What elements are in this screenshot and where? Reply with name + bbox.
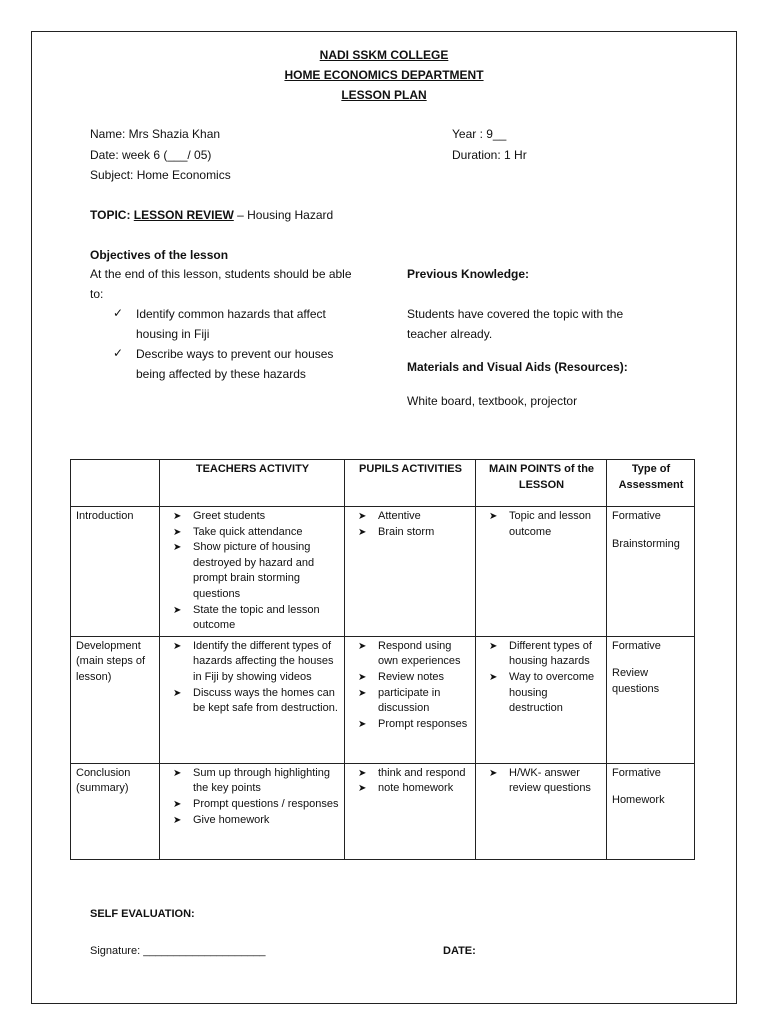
list-item: ➤ Way to overcome housing destruction	[481, 670, 602, 717]
list-item: ➤ think and respond	[350, 766, 471, 782]
assessment-cell	[607, 636, 695, 763]
pupils-activity-cell	[345, 507, 476, 637]
table-row	[71, 763, 695, 859]
teacher-name: Name: Mrs Shazia Khan	[90, 127, 221, 141]
date-label: DATE:	[443, 945, 476, 957]
subject: Subject: Home Economics	[90, 168, 231, 182]
table-row	[71, 507, 695, 637]
list-item: ➤ Review notes	[350, 670, 471, 686]
table-row	[71, 636, 695, 763]
list-item: ➤ note homework	[350, 781, 471, 797]
assessment-type: Formative	[612, 510, 661, 522]
list-item: ➤ Give homework	[165, 813, 340, 829]
teacher-activity-cell	[160, 636, 345, 763]
main-points-cell	[476, 507, 607, 637]
pupils-activity-cell	[345, 763, 476, 859]
signature-line: Signature: ____________________	[90, 945, 266, 957]
materials-heading: Materials and Visual Aids (Resources):	[407, 360, 628, 374]
header-main-points: MAIN POINTS of the LESSON	[476, 460, 607, 507]
objectives-intro: At the end of this lesson, students should be able to:	[90, 267, 352, 301]
list-item: ➤ Show picture of housing destroyed by hazard and prompt brain storming questions	[165, 540, 340, 602]
list-item: ➤ Topic and lesson outcome	[481, 509, 602, 540]
assessment-cell	[607, 763, 695, 859]
header-stage	[71, 460, 160, 507]
previous-knowledge-text: Students have covered the topic with the teacher already.	[407, 307, 624, 341]
list-item: ➤ Different types of housing hazards	[481, 639, 602, 670]
list-item: ➤ Brain storm	[350, 525, 471, 541]
year-level: Year : 9__	[452, 127, 507, 141]
assessment-method: Brainstorming	[612, 537, 680, 550]
topic-rest: – Housing Hazard	[233, 208, 334, 222]
teacher-activity-cell	[160, 763, 345, 859]
list-item: ➤ Attentive	[350, 509, 471, 525]
header-teachers-activity: TEACHERS ACTIVITY	[160, 460, 345, 507]
assessment-method: Review questions	[612, 667, 660, 695]
lesson-plan-table	[70, 459, 695, 860]
college-name: NADI SSKM COLLEGE	[319, 48, 449, 62]
list-item: ➤ State the topic and lesson outcome	[165, 603, 340, 634]
checkmark-icon: ✓	[113, 346, 124, 360]
assessment-cell	[607, 507, 695, 637]
stage-cell: Development (main steps of lesson)	[71, 636, 160, 763]
main-points-cell	[476, 763, 607, 859]
list-item: ➤ Respond using own experiences	[350, 639, 471, 670]
lesson-date: Date: week 6 (___/ 05)	[90, 148, 212, 162]
objectives-heading: Objectives of the lesson	[90, 248, 229, 262]
list-item: ➤ Greet students	[165, 509, 340, 525]
objective-item: Identify common hazards that affect housing in Fiji	[136, 307, 326, 341]
materials-text: White board, textbook, projector	[407, 394, 578, 408]
list-item: ➤ H/WK- answer review questions	[481, 766, 602, 797]
topic-title: LESSON REVIEW	[133, 208, 234, 222]
document-type: LESSON PLAN	[341, 88, 427, 102]
header-pupils-activities: PUPILS ACTIVITIES	[345, 460, 476, 507]
stage-cell: Conclusion (summary)	[71, 763, 160, 859]
objective-item: Describe ways to prevent our houses being affected by these hazards	[136, 347, 334, 381]
previous-knowledge-heading: Previous Knowledge:	[407, 267, 530, 281]
main-points-cell	[476, 636, 607, 763]
assessment-method: Homework	[612, 794, 665, 807]
stage-cell: Introduction	[71, 507, 160, 637]
assessment-type: Formative	[612, 639, 661, 652]
header-assessment: Type of Assessment	[607, 460, 695, 507]
list-item: ➤ Prompt responses	[350, 717, 471, 733]
list-item: ➤ Take quick attendance	[165, 525, 340, 541]
self-evaluation-label: SELF EVALUATION:	[90, 908, 195, 920]
topic-prefix: TOPIC:	[90, 208, 134, 222]
topic-line	[90, 208, 333, 222]
list-item: ➤ Prompt questions / responses	[165, 797, 340, 813]
department-name: HOME ECONOMICS DEPARTMENT	[284, 68, 484, 82]
list-item: ➤ Sum up through highlighting the key points	[165, 766, 340, 797]
list-item: ➤ Identify the different types of hazards affecting the houses in Fiji by showing videos	[165, 639, 340, 686]
table-header-row	[71, 460, 695, 507]
list-item: ➤ Discuss ways the homes can be kept safe from destruction.	[165, 686, 340, 717]
duration: Duration: 1 Hr	[452, 148, 527, 162]
teacher-activity-cell	[160, 507, 345, 637]
assessment-type: Formative	[612, 766, 661, 779]
pupils-activity-cell	[345, 636, 476, 763]
checkmark-icon: ✓	[113, 306, 124, 320]
list-item: ➤ participate in discussion	[350, 686, 471, 717]
